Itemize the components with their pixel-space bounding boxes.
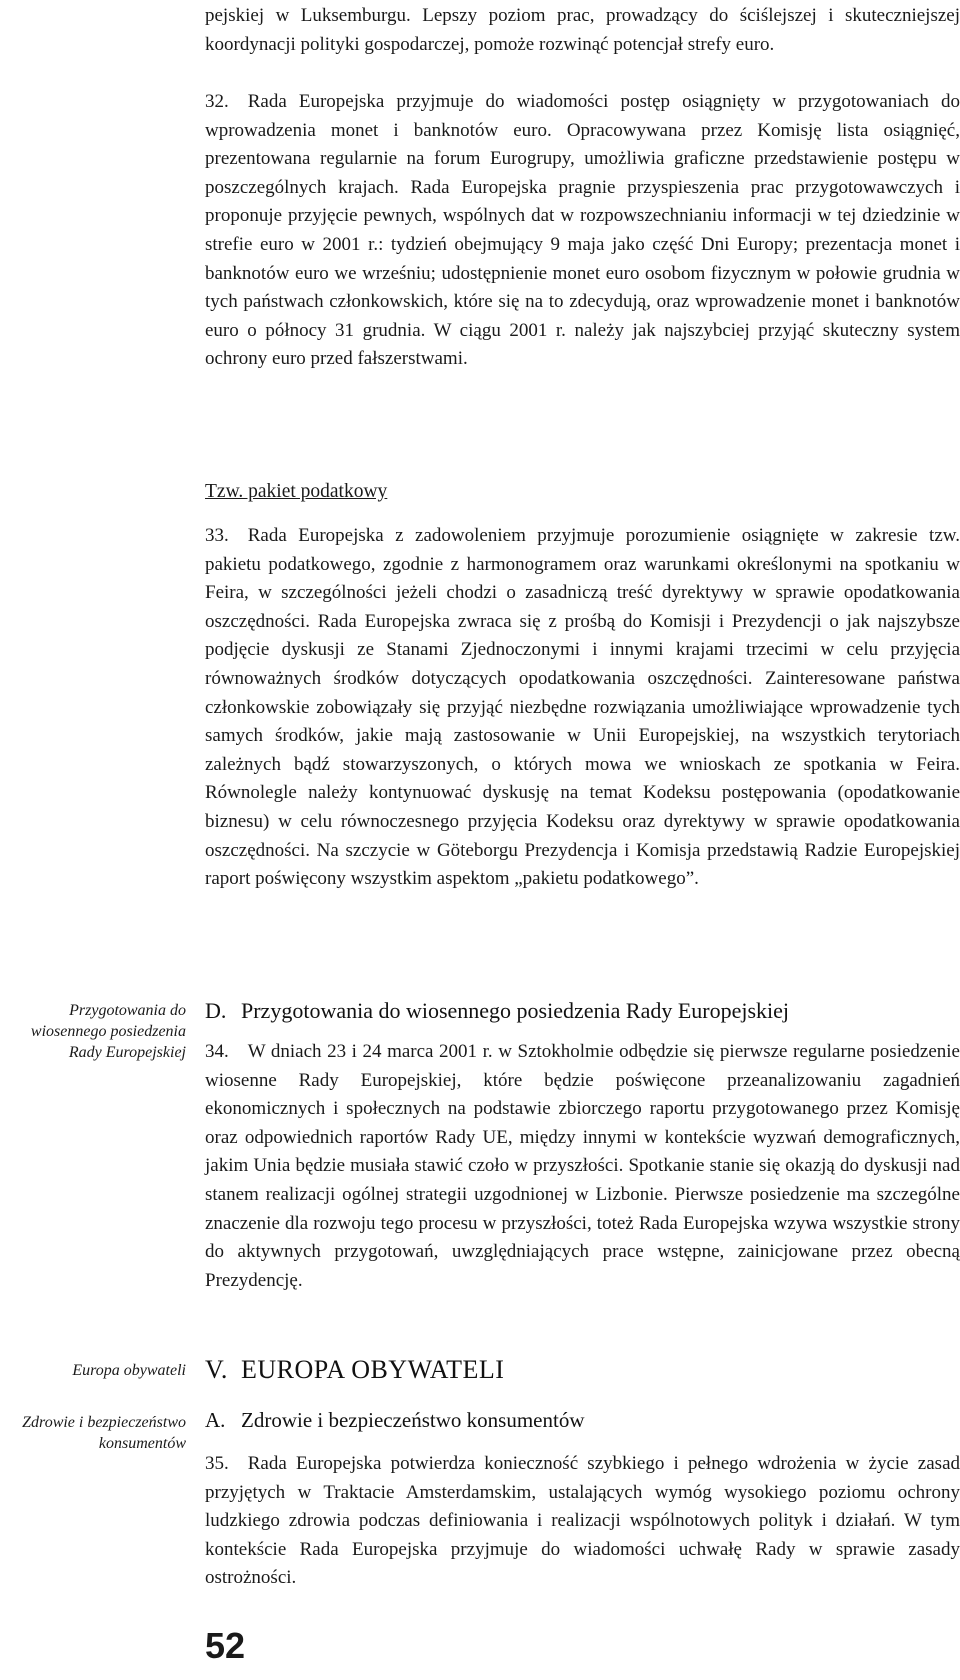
section-heading-a <box>205 1408 960 1433</box>
paragraph-35 <box>205 1450 960 1593</box>
section-heading-v <box>205 1355 960 1385</box>
paragraph-text: 35. Rada Europejska potwierdza konieczność szybkiego i pełnego wdrożenia w życie zasad przyjętych w Traktacie Amsterdamskim, ustalających wymóg wysokiego poziomu ochrony ludzkiego zdrowia podczas definiowania i realizacji wspólnotowych polityk i działań. W tym kontekście Rada Europejska przyjmuje do wiadomości uchwałę Rady w sprawie zasady ostrożności. <box>205 1453 960 1589</box>
paragraph-text: pejskiej w Luksemburgu. Lepszy poziom prac, prowadzący do ściślejszej i skuteczniejszej koordynacji polityki gospodarczej, pomoże rozwinąć potencjał strefy euro. <box>205 5 960 55</box>
page-number: 52 <box>205 1625 246 1666</box>
margin-note-text: Przygotowania do wiosennego posiedzenia Rady Europejskiej <box>30 1002 186 1061</box>
paragraph-32 <box>205 88 960 374</box>
paragraph-text: 34. W dniach 23 i 24 marca 2001 r. w Sztokholmie odbędzie się pierwsze regularne posiedzenie wiosenne Rady Europejskiej, które będzie poświęcone przeanalizowaniu zagadnień ekonomicznych i społecznych na podstawie zbiorczego raportu przygotowanego przez Komisję oraz odpowiednich raportów Rady UE, między innymi w kontekście wyzwań demograficznych, jakim Unia będzie musiała stawić czoło w przyszłości. Spotkanie stanie się okazją do dyskusji nad stanem realizacji ogólnej strategii uzgodnionej w Lizbonie. Pierwsze posiedzenie ma szczególne znaczenie dla rozwoju tego procesu w przyszłości, toteż Rada Europejska wzywa wszystkie strony do aktywnych przygotowań, uwzględniających prace wstępne, zainicjowane przez obecną Prezydencję. <box>205 1041 960 1291</box>
paragraph-33 <box>205 522 960 894</box>
paragraph-continuation <box>205 2 960 59</box>
subheading-tax-package <box>205 478 960 507</box>
section-heading-d <box>205 998 960 1024</box>
margin-note-text: Zdrowie i bezpieczeństwo konsumentów <box>22 1414 186 1452</box>
margin-note-spring-council <box>0 1000 186 1063</box>
heading-text: Zdrowie i bezpieczeństwo konsumentów <box>241 1408 585 1432</box>
margin-note-consumer-health <box>0 1412 186 1454</box>
paragraph-text: 33. Rada Europejska z zadowoleniem przyjmuje porozumienie osiągnięte w zakresie tzw. pakietu podatkowego, zgodnie z harmonogramem oraz warunkami określonymi na spotkaniu w Feira, w szczególności jeżeli chodzi o zasadniczą treść dyrektywy w sprawie opodatkowania oszczędności. Rada Europejska zwraca się z prośbą do Komisji i Prezydencji o jak najszybsze podjęcie dyskusji ze Stanami Zjednoczonymi i innymi krajami trzecimi w celu przyjęcia równoważnych środków dotyczących opodatkowania oszczędności. Zainteresowane państwa członkowskie zobowiązały się przyjąć niezbędne rozwiązania umożliwiające wprowadzenie tych samych środków, jakie mają zastosowanie w Unii Europejskiej, na wszystkich terytoriach zależnych bądź stowarzyszonych, o których mowa we wnioskach ze spotkania w Feira. Równolegle należy kontynuować dyskusję na temat Kodeksu postępowania (opodatkowanie biznesu) w celu równoczesnego przyjęcia Kodeksu oraz dyrektywy w sprawie opodatkowania oszczędności. Na szczycie w Göteborgu Prezydencja i Komisja przedstawią Radzie Europejskiej raport poświęcony wszystkim aspektom „pakietu podatkowego”. <box>205 525 960 890</box>
margin-note-citizens <box>0 1360 186 1381</box>
heading-marker: V. <box>205 1355 228 1384</box>
heading-marker: A. <box>205 1408 226 1432</box>
heading-text: Przygotowania do wiosennego posiedzenia Rady Europejskiej <box>241 998 790 1023</box>
heading-text: EUROPA OBYWATELI <box>241 1355 505 1384</box>
paragraph-34 <box>205 1038 960 1295</box>
heading-marker: D. <box>205 998 227 1023</box>
paragraph-text: 32. Rada Europejska przyjmuje do wiadomości postęp osiągnięty w przygotowaniach do wprowadzenia monet i banknotów euro. Opracowywana przez Komisję lista osiągnięć, prezentowana regularnie na forum Eurogrupy, umożliwia graficzne przedstawienie postępu w poszczególnych krajach. Rada Europejska pragnie przyspieszenia prac przygotowawczych i proponuje przyjęcie pewnych, wspólnych dat w rozpowszechnianiu informacji w tej dziedzinie w strefie euro w 2001 r.: tydzień obejmujący 9 maja jako część Dni Europy; prezentacja monet i banknotów euro we wrześniu; udostępnienie monet euro osobom fizycznym w połowie grudnia w tych państwach członkowskich, które się na to zdecydują, oraz wprowadzenie monet i banknotów euro o północy 31 grudnia. W ciągu 2001 r. należy jak najszybciej przyjąć skuteczny system ochrony euro przed fałszerstwami. <box>205 91 960 370</box>
subheading-text: Tzw. pakiet podatkowy <box>205 481 388 502</box>
margin-note-text: Europa obywateli <box>72 1362 186 1379</box>
